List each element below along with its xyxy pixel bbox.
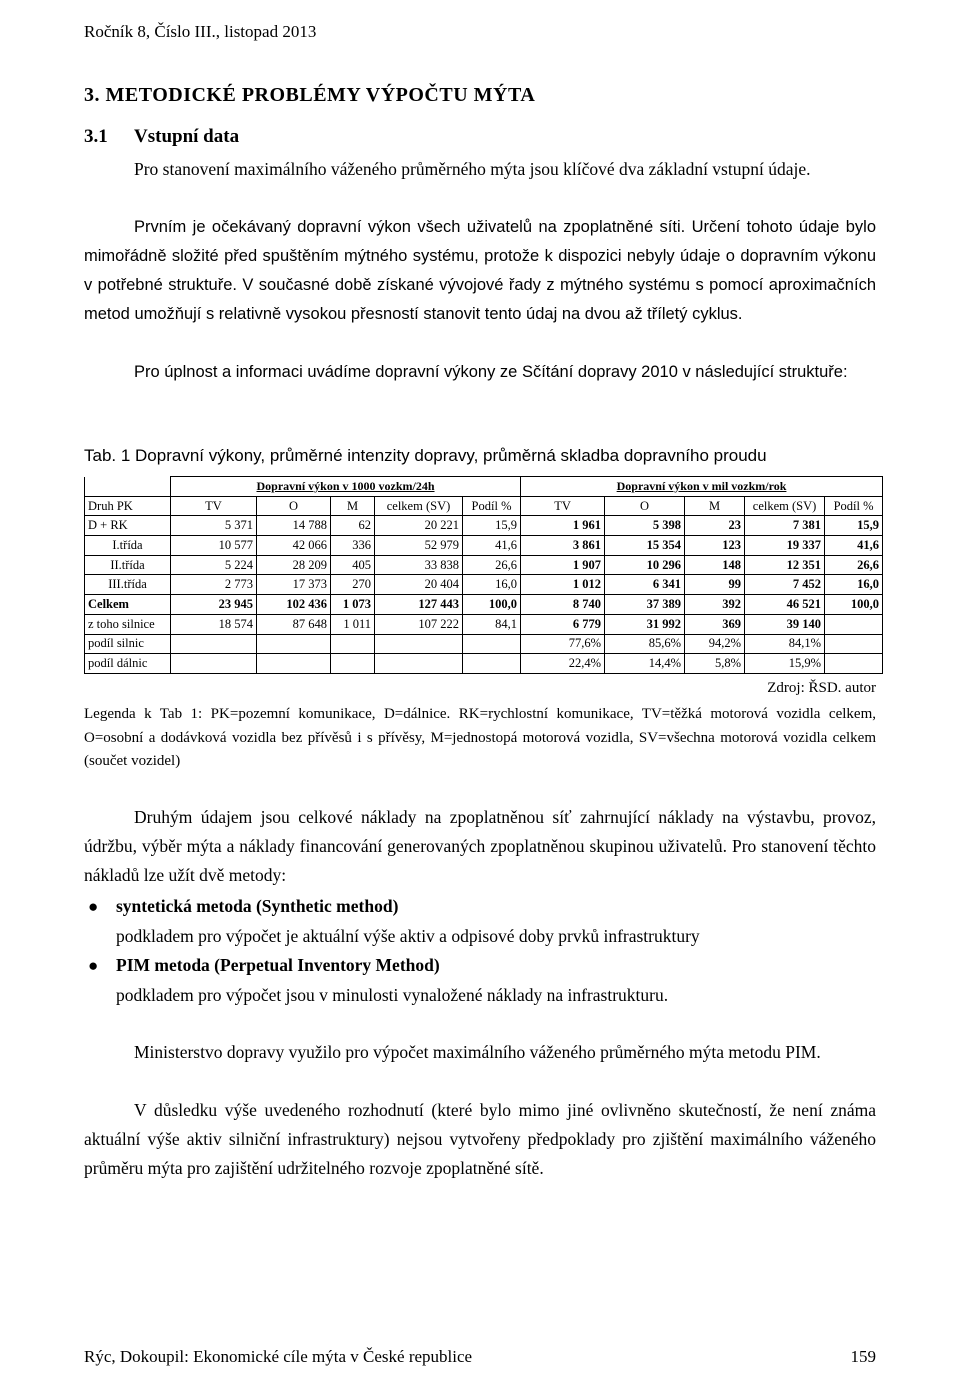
table-cell: 37 389	[605, 595, 685, 615]
table-cell: 52 979	[375, 536, 463, 556]
table-cell	[331, 634, 375, 654]
list-item	[84, 892, 876, 951]
row-label-cell: II.třída	[85, 555, 171, 575]
table-cell: 77,6%	[521, 634, 605, 654]
paragraph-5: Ministerstvo dopravy využilo pro výpočet maximálního váženého průměrného mýta metodu PIM.	[134, 1042, 821, 1062]
table-cell: 15 354	[605, 536, 685, 556]
table-cell: 100,0	[825, 595, 883, 615]
table-cell	[257, 634, 331, 654]
method-title: syntetická metoda (Synthetic method)	[116, 896, 399, 916]
table-source: Zdroj: ŘSD. autor	[767, 680, 876, 696]
method-list	[84, 892, 876, 1010]
table-cell: 1 073	[331, 595, 375, 615]
table-cell: 8 740	[521, 595, 605, 615]
paragraph-1: Pro stanovení maximálního váženého průměrného mýta jsou klíčové dva základní vstupní údaje.	[134, 159, 811, 179]
method-description: podkladem pro výpočet je aktuální výše aktiv a odpisové doby prvků infrastruktury	[116, 925, 700, 946]
table-cell	[463, 654, 521, 674]
column-header: M	[331, 496, 375, 516]
bullet-icon: ●	[88, 956, 99, 975]
table-cell: 2 773	[171, 575, 257, 595]
subsection-title	[84, 126, 239, 148]
table-cell: 94,2%	[685, 634, 745, 654]
table-corner-cell	[85, 477, 171, 497]
table-cell: 12 351	[745, 555, 825, 575]
table-cell: 123	[685, 536, 745, 556]
row-label-cell: podíl dálnic	[85, 654, 171, 674]
method-title: PIM metoda (Perpetual Inventory Method)	[116, 955, 440, 975]
table-cell: 41,6	[825, 536, 883, 556]
table-group-header-row	[85, 477, 883, 497]
running-header: Ročník 8, Číslo III., listopad 2013	[84, 22, 317, 41]
table-row	[85, 634, 883, 654]
table-cell: 39 140	[745, 614, 825, 634]
table-cell: 5 371	[171, 516, 257, 536]
table-cell	[171, 634, 257, 654]
table-cell: 6 779	[521, 614, 605, 634]
table-cell: 62	[331, 516, 375, 536]
table-row	[85, 555, 883, 575]
table-cell: 127 443	[375, 595, 463, 615]
table-cell: 23	[685, 516, 745, 536]
table-cell	[375, 654, 463, 674]
row-label-cell: Celkem	[85, 595, 171, 615]
table-cell: 17 373	[257, 575, 331, 595]
table-cell	[463, 634, 521, 654]
table-cell: 84,1	[463, 614, 521, 634]
table-caption: Tab. 1 Dopravní výkony, průměrné intenzity dopravy, průměrná skladba dopravního proudu	[84, 446, 767, 465]
table-cell: 107 222	[375, 614, 463, 634]
paragraph-2: Prvním je očekávaný dopravní výkon všech uživatelů na zpoplatněné síti. Určení tohoto údaje bylo mimořádně složité před spuštěním mýtného systému, protože k dispozici nebyly údaje o dopravním výkonu v potřebné struktuře. V současné době získané vývojové řady z mýtného systému s pomocí aproximačních metod umožňují s relativně vysokou přesností stanovit tento údaj na dvou až tříletý cyklus.	[84, 218, 876, 323]
table-cell: 26,6	[825, 555, 883, 575]
column-header: celkem (SV)	[375, 496, 463, 516]
footer-authors: Rýc, Dokoupil: Ekonomické cíle mýta v České republice	[84, 1347, 473, 1366]
table-cell: 42 066	[257, 536, 331, 556]
table-cell: 28 209	[257, 555, 331, 575]
table-cell: 5 224	[171, 555, 257, 575]
group-header-daily: Dopravní výkon v 1000 vozkm/24h	[171, 477, 521, 497]
table-cell: 369	[685, 614, 745, 634]
column-header: Podíl %	[463, 496, 521, 516]
table-cell: 15,9	[463, 516, 521, 536]
traffic-table	[84, 476, 883, 674]
table-cell: 14 788	[257, 516, 331, 536]
table-cell: 3 861	[521, 536, 605, 556]
column-header: Druh PK	[85, 496, 171, 516]
table-cell: 336	[331, 536, 375, 556]
table-cell: 19 337	[745, 536, 825, 556]
table-row	[85, 595, 883, 615]
table-row	[85, 536, 883, 556]
column-header: O	[605, 496, 685, 516]
table-cell: 26,6	[463, 555, 521, 575]
table-cell: 16,0	[463, 575, 521, 595]
subsection-title-text: Vstupní data	[134, 126, 240, 147]
table-cell: 31 992	[605, 614, 685, 634]
method-description: podkladem pro výpočet jsou v minulosti vynaložené náklady na infrastrukturu.	[116, 984, 669, 1005]
table-cell: 22,4%	[521, 654, 605, 674]
column-header: Podíl %	[825, 496, 883, 516]
table-cell: 10 577	[171, 536, 257, 556]
table-cell: 405	[331, 555, 375, 575]
table-cell: 41,6	[463, 536, 521, 556]
table-cell: 6 341	[605, 575, 685, 595]
column-header: M	[685, 496, 745, 516]
table-cell: 1 011	[331, 614, 375, 634]
table-cell: 85,6%	[605, 634, 685, 654]
row-label-cell: D + RK	[85, 516, 171, 536]
column-header: celkem (SV)	[745, 496, 825, 516]
page-number: 159	[850, 1347, 876, 1366]
table-cell: 20 404	[375, 575, 463, 595]
row-label-cell: podíl silnic	[85, 634, 171, 654]
table-cell: 20 221	[375, 516, 463, 536]
column-header: TV	[171, 496, 257, 516]
table-cell: 102 436	[257, 595, 331, 615]
paragraph-6: V důsledku výše uvedeného rozhodnutí (které bylo mimo jiné ovlivněno skutečností, že není známa aktuální výše aktiv silniční infrastruktury) nejsou vytvořeny předpoklady pro zjištění maximálního váženého průměru mýta pro zajištění udržitelného rozvoje zpoplatněné sítě.	[84, 1100, 876, 1178]
table-cell: 14,4%	[605, 654, 685, 674]
table-cell: 392	[685, 595, 745, 615]
column-header: O	[257, 496, 331, 516]
table-cell: 5 398	[605, 516, 685, 536]
table-header-row	[85, 496, 883, 516]
table-cell	[825, 614, 883, 634]
paragraph-3: Pro úplnost a informaci uvádíme dopravní výkony ze Sčítání dopravy 2010 v následující struktuře:	[134, 363, 848, 381]
table-cell: 33 838	[375, 555, 463, 575]
table-cell: 1 012	[521, 575, 605, 595]
page-footer	[84, 1347, 876, 1367]
table-cell	[257, 654, 331, 674]
table-cell: 270	[331, 575, 375, 595]
table-cell: 15,9%	[745, 654, 825, 674]
table-cell: 7 452	[745, 575, 825, 595]
row-label-cell: z toho silnice	[85, 614, 171, 634]
table-cell: 18 574	[171, 614, 257, 634]
table-cell: 10 296	[605, 555, 685, 575]
subsection-number: 3.1	[84, 126, 108, 147]
table-cell: 23 945	[171, 595, 257, 615]
paragraph-4: Druhým údajem jsou celkové náklady na zpoplatněnou síť zahrnující náklady na výstavbu, provoz, údržbu, výběr mýta a náklady financování generovaných zpoplatněnou skupinou uživatelů. Pro stanovení těchto nákladů lze užít dvě metody:	[84, 807, 876, 885]
table-row	[85, 516, 883, 536]
table-legend: Legenda k Tab 1: PK=pozemní komunikace, D=dálnice. RK=rychlostní komunikace, TV=těžká motorová vozidla celkem, O=osobní a dodávková vozidla bez přívěsů i s přívěsy, M=jednostopá motorová vozidla, SV=všechna motorová vozidla celkem (součet vozidel)	[84, 706, 876, 769]
table-cell: 7 381	[745, 516, 825, 536]
table-cell: 46 521	[745, 595, 825, 615]
column-header: TV	[521, 496, 605, 516]
table-cell: 16,0	[825, 575, 883, 595]
table-cell: 148	[685, 555, 745, 575]
table-row	[85, 654, 883, 674]
table-row	[85, 614, 883, 634]
list-item	[84, 951, 876, 1010]
table-cell: 99	[685, 575, 745, 595]
table-cell	[375, 634, 463, 654]
bullet-icon: ●	[88, 897, 99, 916]
table-cell: 100,0	[463, 595, 521, 615]
section-title: 3. METODICKÉ PROBLÉMY VÝPOČTU MÝTA	[84, 84, 536, 106]
table-cell: 1 961	[521, 516, 605, 536]
table-cell	[331, 654, 375, 674]
table-cell: 1 907	[521, 555, 605, 575]
table-cell	[171, 654, 257, 674]
table-cell: 84,1%	[745, 634, 825, 654]
group-header-yearly: Dopravní výkon v mil vozkm/rok	[521, 477, 883, 497]
table-cell	[825, 654, 883, 674]
table-cell: 87 648	[257, 614, 331, 634]
table-cell: 15,9	[825, 516, 883, 536]
row-label-cell: III.třída	[85, 575, 171, 595]
table-cell	[825, 634, 883, 654]
row-label-cell: I.třída	[85, 536, 171, 556]
table-row	[85, 575, 883, 595]
table-cell: 5,8%	[685, 654, 745, 674]
